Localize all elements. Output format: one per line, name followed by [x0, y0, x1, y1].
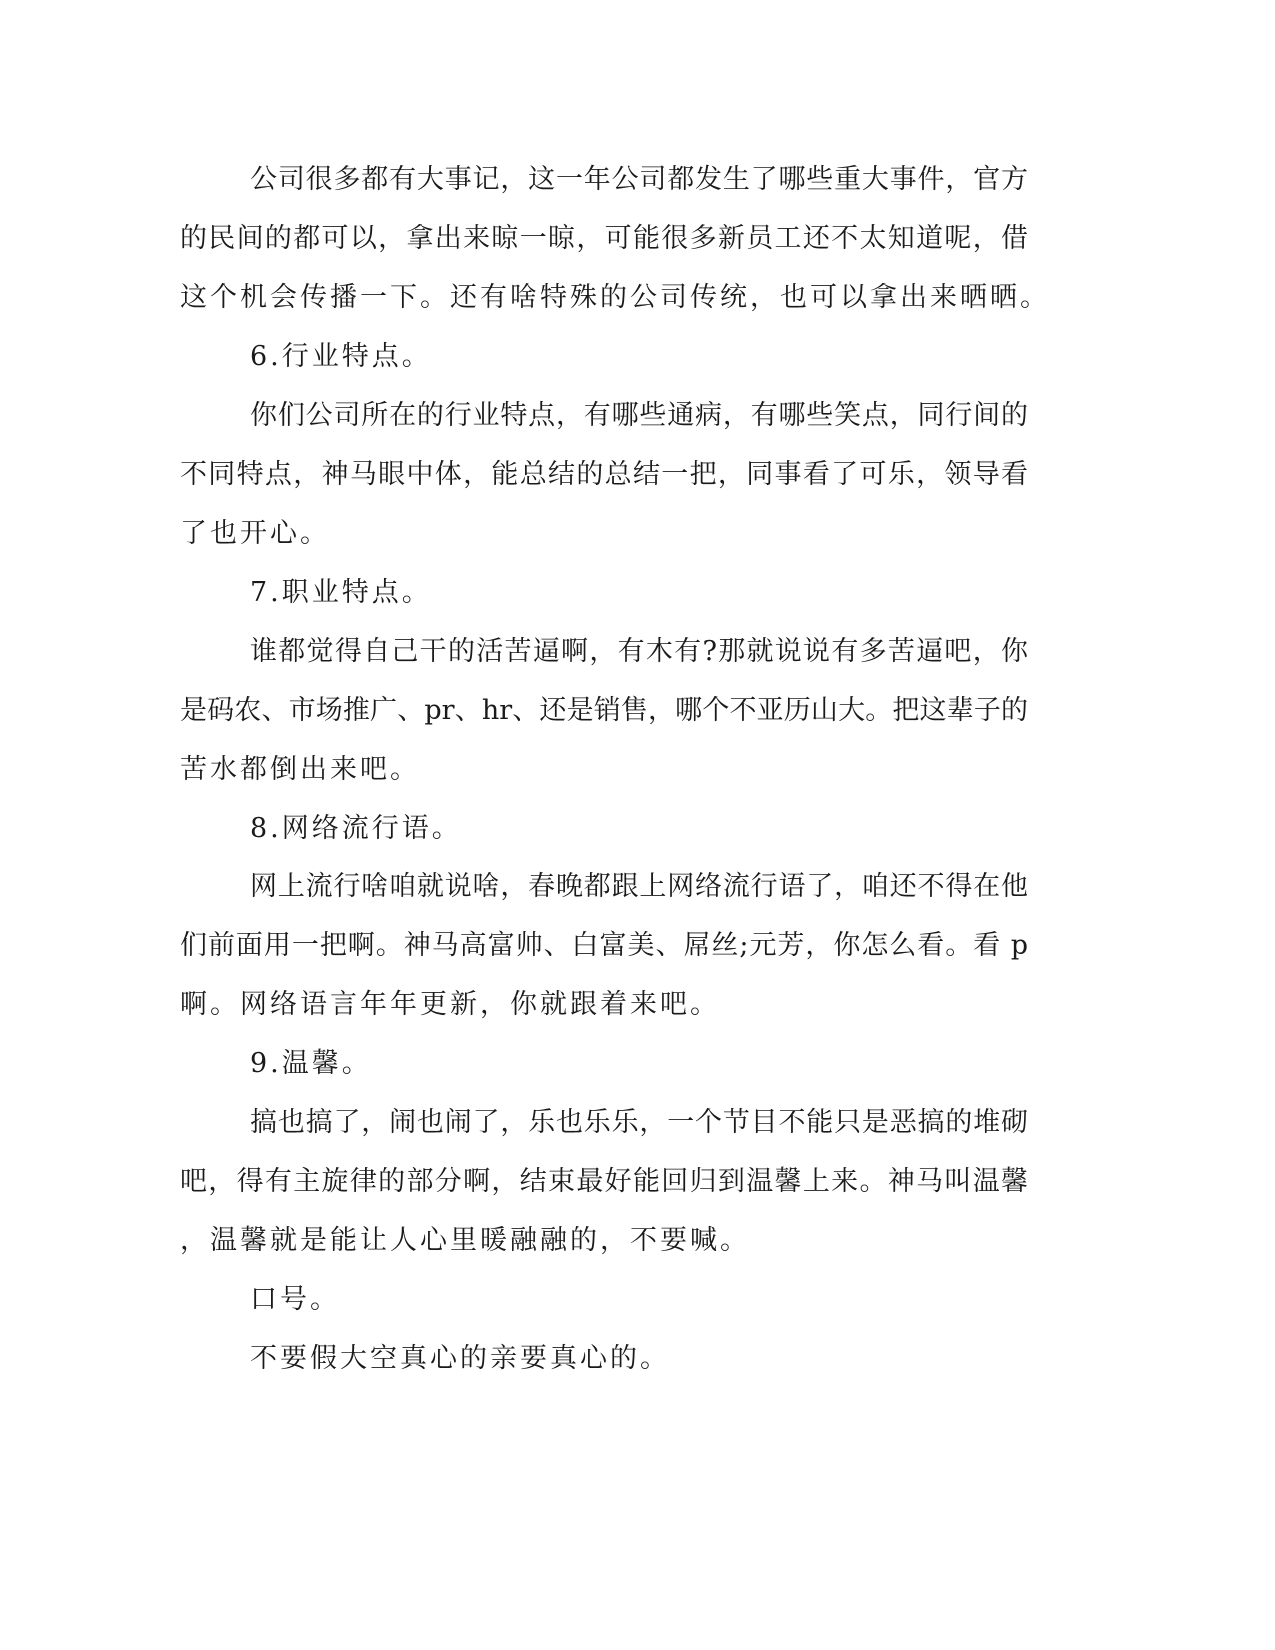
paragraph-line: 网上流行啥咱就说啥，春晚都跟上网络流行语了，咱还不得在他 [250, 871, 1028, 902]
paragraph-line: ，温馨就是能让人心里暖融融的，不要喊。 [180, 1225, 750, 1256]
paragraph-line: 这个机会传播一下。还有啥特殊的公司传统，也可以拿出来晒晒。 [180, 282, 1050, 313]
paragraph-line: 们前面用一把啊。神马高富帅、白富美、屌丝;元芳，你怎么看。看 p [180, 930, 1028, 961]
section-heading: 8.网络流行语。 [250, 813, 462, 844]
paragraph-line: 了也开心。 [180, 518, 330, 549]
paragraph-line: 不同特点，神马眼中体，能总结的总结一把，同事看了可乐，领导看 [180, 459, 1028, 490]
paragraph-line: 不要假大空真心的亲要真心的。 [250, 1343, 670, 1374]
section-heading: 9.温馨。 [250, 1048, 372, 1079]
section-heading: 6.行业特点。 [250, 341, 432, 372]
section-heading: 7.职业特点。 [250, 577, 432, 608]
paragraph-line: 公司很多都有大事记，这一年公司都发生了哪些重大事件，官方 [250, 164, 1028, 195]
paragraph-line: 吧，得有主旋律的部分啊，结束最好能回归到温馨上来。神马叫温馨 [180, 1166, 1028, 1197]
paragraph-line: 啊。网络语言年年更新，你就跟着来吧。 [180, 989, 720, 1020]
paragraph-line: 是码农、市场推广、pr、hr、还是销售，哪个不亚历山大。把这辈子的 [180, 695, 1028, 726]
paragraph-line: 谁都觉得自己干的活苦逼啊，有木有?那就说说有多苦逼吧，你 [250, 636, 1028, 667]
paragraph-line: 口号。 [250, 1284, 340, 1315]
paragraph-line: 搞也搞了，闹也闹了，乐也乐乐，一个节目不能只是恶搞的堆砌 [250, 1107, 1028, 1138]
paragraph-line: 你们公司所在的行业特点，有哪些通病，有哪些笑点，同行间的 [250, 400, 1028, 431]
paragraph-line: 苦水都倒出来吧。 [180, 754, 420, 785]
paragraph-line: 的民间的都可以，拿出来晾一晾，可能很多新员工还不太知道呢，借 [180, 223, 1028, 254]
